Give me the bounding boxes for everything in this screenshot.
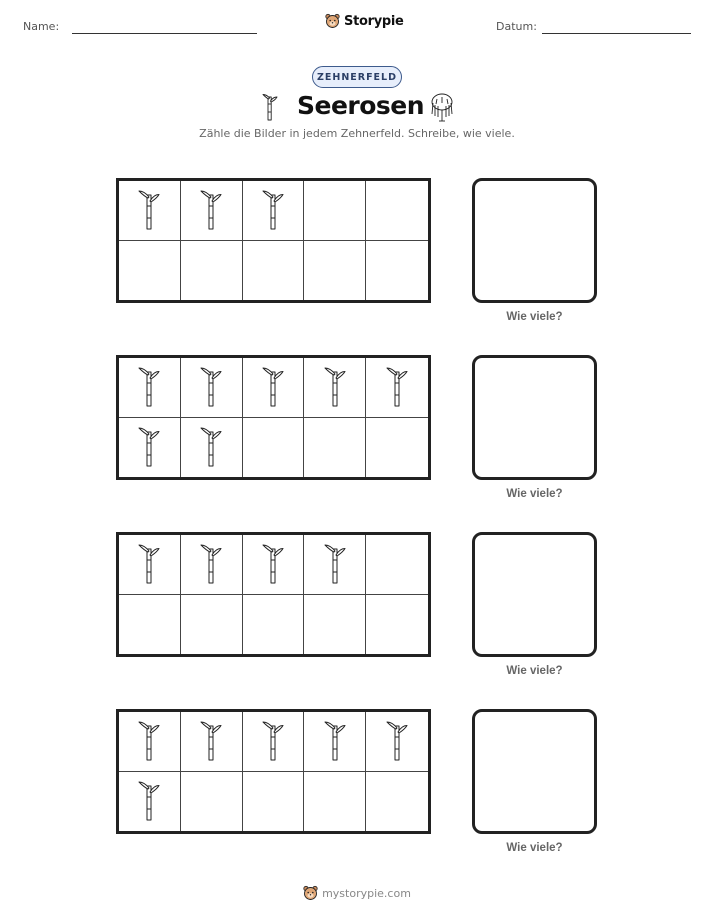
ten-frame-cell	[366, 772, 428, 832]
worksheet-type-badge: ZEHNERFELD	[312, 66, 402, 88]
bamboo-stalk-icon	[386, 720, 408, 762]
ten-frame-cell	[243, 181, 305, 241]
name-label: Name:	[23, 20, 60, 33]
bear-mascot-icon	[325, 13, 340, 29]
ten-frame-cell	[304, 241, 366, 301]
ten-frame-cell	[119, 181, 181, 241]
answer-label: Wie viele?	[506, 311, 563, 323]
bamboo-stalk-icon	[200, 426, 222, 468]
ten-frame-cell	[119, 712, 181, 772]
ten-frame-cell	[304, 181, 366, 241]
date-label: Datum:	[496, 20, 537, 33]
answer-label: Wie viele?	[506, 842, 563, 854]
bamboo-stalk-icon	[262, 720, 284, 762]
ten-frame-cell	[181, 535, 243, 595]
ten-frame-cell	[119, 772, 181, 832]
ten-frame	[116, 709, 431, 834]
ten-frame-cell	[366, 595, 428, 655]
ten-frame-cell	[181, 418, 243, 478]
ten-frame-cell	[181, 595, 243, 655]
ten-frame-cell	[243, 241, 305, 301]
ten-frame-cell	[366, 181, 428, 241]
bamboo-stalk-icon	[262, 189, 284, 231]
instructions: Zähle die Bilder in jedem Zehnerfeld. Schreibe, wie viele.	[199, 127, 515, 140]
ten-frame-cell	[181, 181, 243, 241]
bamboo-stalk-icon	[200, 543, 222, 585]
bamboo-stalk-icon	[386, 366, 408, 408]
ten-frame-cell	[243, 358, 305, 418]
bamboo-stalk-icon	[324, 366, 346, 408]
ten-frame-cell	[243, 772, 305, 832]
ten-frame-cell	[366, 241, 428, 301]
ten-frame-cell	[304, 772, 366, 832]
bamboo-stalk-icon	[138, 426, 160, 468]
name-line[interactable]	[72, 33, 257, 34]
answer-label: Wie viele?	[506, 665, 563, 677]
brand-logo	[325, 13, 404, 29]
answer-box[interactable]	[472, 355, 597, 480]
ten-frame	[116, 532, 431, 657]
ten-frame-cell	[366, 712, 428, 772]
bamboo-stalk-icon	[200, 366, 222, 408]
page-title: Seerosen	[297, 91, 425, 120]
bamboo-stalk-icon	[262, 366, 284, 408]
bamboo-stalk-icon	[138, 189, 160, 231]
footer-url: mystorypie.com	[322, 886, 411, 900]
ten-frame-cell	[304, 418, 366, 478]
bamboo-stalk-icon	[138, 366, 160, 408]
ten-frame-cell	[181, 712, 243, 772]
ten-frame-cell	[181, 241, 243, 301]
ten-frame-cell	[366, 535, 428, 595]
bamboo-stalk-icon	[200, 720, 222, 762]
ten-frame-cell	[304, 358, 366, 418]
bamboo-stalk-icon	[262, 543, 284, 585]
ten-frame-cell	[119, 358, 181, 418]
date-line[interactable]	[542, 33, 691, 34]
answer-box[interactable]	[472, 709, 597, 834]
ten-frame-cell	[119, 595, 181, 655]
ten-frame-cell	[181, 772, 243, 832]
ten-frame-cell	[243, 595, 305, 655]
ten-frame-cell	[119, 535, 181, 595]
ten-frame-cell	[304, 595, 366, 655]
ten-frame-cell	[243, 535, 305, 595]
ten-frame-cell	[119, 241, 181, 301]
ten-frame-cell	[243, 712, 305, 772]
willow-tree-icon	[428, 92, 456, 122]
bamboo-stalk-icon	[138, 780, 160, 822]
ten-frame-cell	[304, 535, 366, 595]
answer-label: Wie viele?	[506, 488, 563, 500]
brand-name: Storypie	[344, 13, 404, 29]
ten-frame	[116, 355, 431, 480]
ten-frame-cell	[243, 418, 305, 478]
bamboo-stalk-icon	[200, 189, 222, 231]
ten-frame-cell	[366, 418, 428, 478]
answer-box[interactable]	[472, 532, 597, 657]
bamboo-stalk-icon	[138, 720, 160, 762]
bamboo-stalk-icon	[262, 93, 278, 121]
ten-frame-cell	[366, 358, 428, 418]
bear-mascot-icon	[303, 885, 318, 901]
footer	[0, 885, 714, 901]
answer-box[interactable]	[472, 178, 597, 303]
bamboo-stalk-icon	[138, 543, 160, 585]
bamboo-stalk-icon	[324, 543, 346, 585]
bamboo-stalk-icon	[324, 720, 346, 762]
ten-frame	[116, 178, 431, 303]
ten-frame-cell	[119, 418, 181, 478]
ten-frame-cell	[181, 358, 243, 418]
ten-frame-cell	[304, 712, 366, 772]
